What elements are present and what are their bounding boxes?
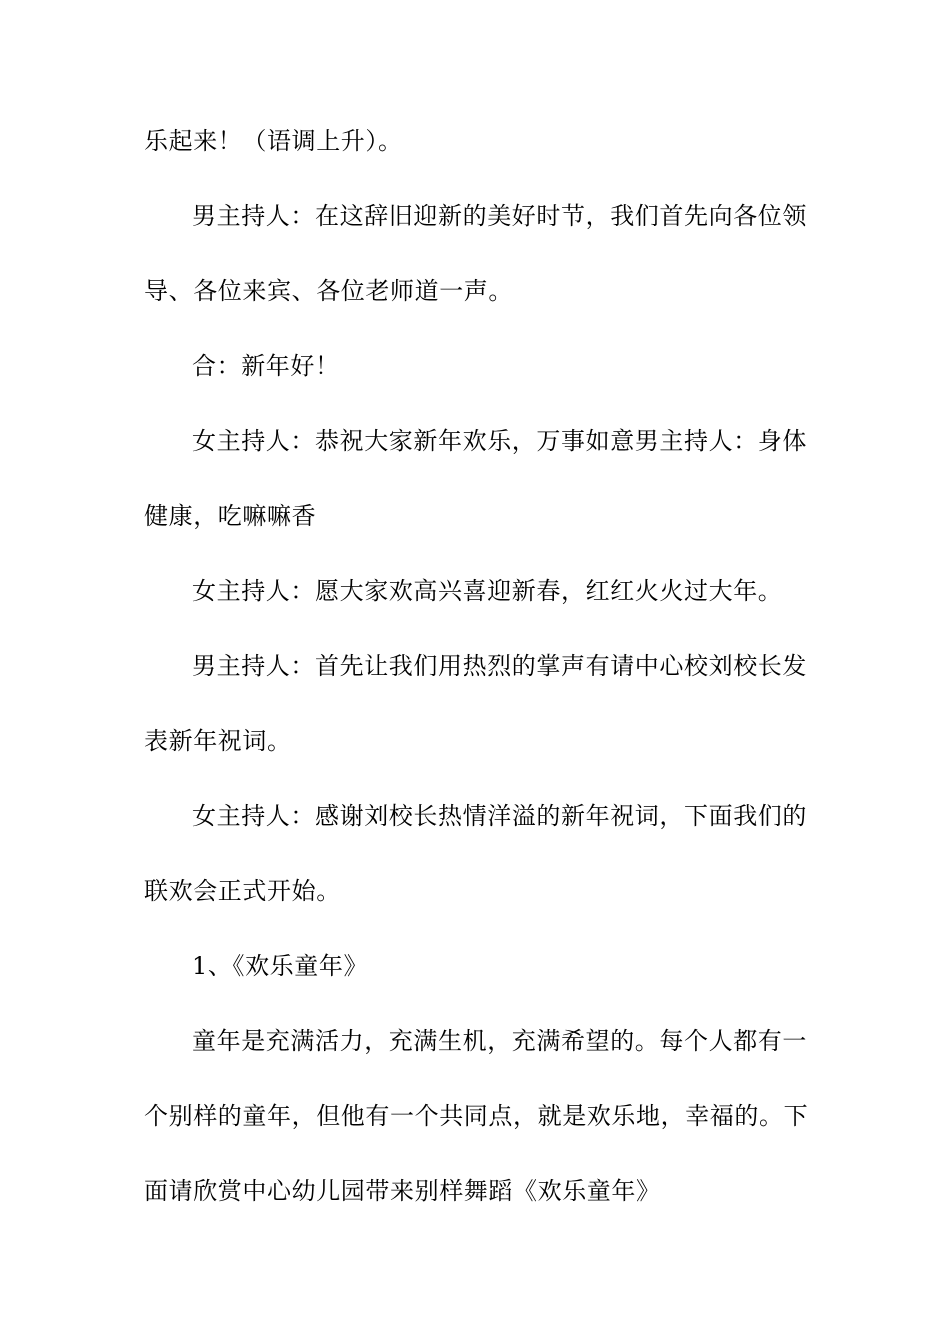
text-line: 女主持人：愿大家欢高兴喜迎新春，红红火火过大年。 — [192, 577, 783, 605]
text-line: 1、《欢乐童年》 — [192, 952, 369, 980]
text-line: 个别样的童年，但他有一个共同点，就是欢乐地，幸福的。下 — [144, 1102, 809, 1130]
text-line: 乐起来！（语调上升）。 — [144, 127, 403, 155]
text-line: 女主持人：恭祝大家新年欢乐，万事如意男主持人：身体 — [192, 427, 807, 455]
document-body — [144, 123, 809, 1210]
text-line: 合：新年好！ — [192, 352, 340, 380]
text-line: 表新年祝词。 — [144, 727, 292, 755]
text-line: 女主持人：感谢刘校长热情洋溢的新年祝词，下面我们的 — [192, 802, 807, 830]
text-line: 男主持人：在这辞旧迎新的美好时节，我们首先向各位领 — [192, 202, 807, 230]
text-line: 面请欣赏中心幼儿园带来别样舞蹈《欢乐童年》 — [144, 1177, 661, 1205]
text-line: 健康，吃嘛嘛香 — [144, 502, 317, 530]
text-line: 男主持人：首先让我们用热烈的掌声有请中心校刘校长发 — [192, 652, 807, 680]
text-line: 导、各位来宾、各位老师道一声。 — [144, 277, 513, 305]
text-line: 联欢会正式开始。 — [144, 877, 341, 905]
text-line: 童年是充满活力，充满生机，充满希望的。每个人都有一 — [192, 1027, 807, 1055]
